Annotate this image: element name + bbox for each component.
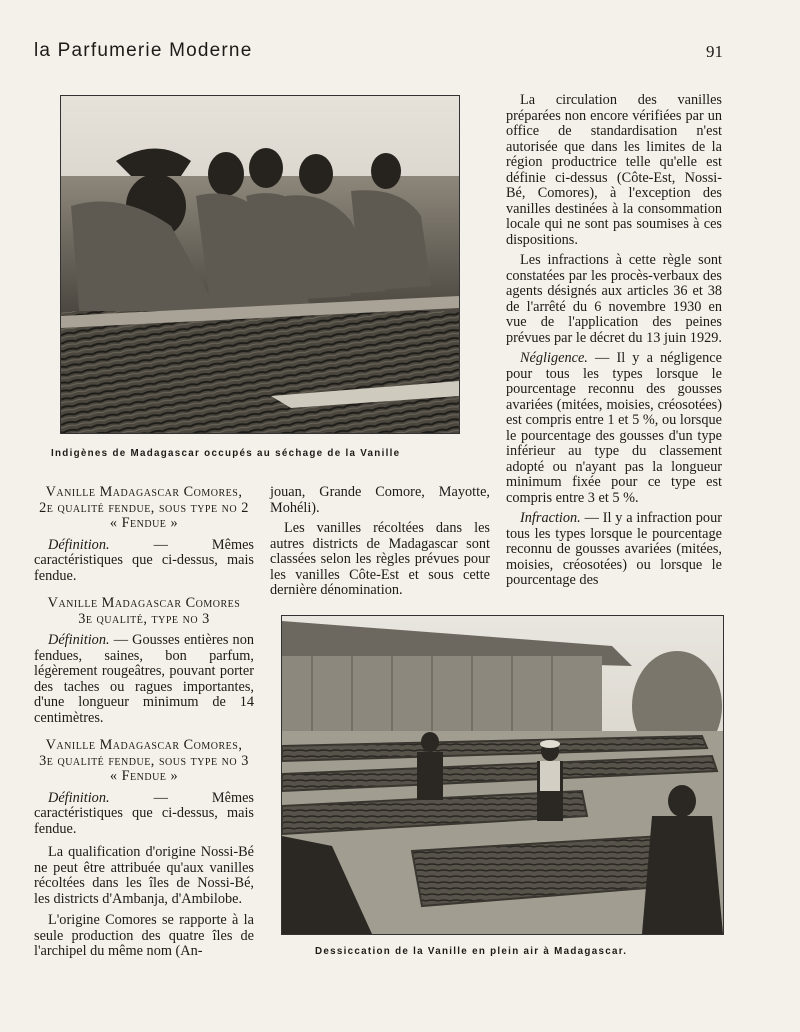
- paragraph: [34, 791, 254, 838]
- paragraph: [506, 511, 722, 589]
- paragraph-text: — Mêmes caractéristiques que ci-dessus, mais fendue.: [34, 536, 254, 584]
- heading-line: 3e qualité, type no 3: [78, 610, 210, 627]
- paragraph: L'origine Comores se rapporte à la seule production des quatre îles de l'archipel du même nom (An-: [34, 912, 254, 959]
- heading-line: 3e qualité fendue, sous type no 3: [39, 752, 249, 769]
- term: Négligence.: [520, 350, 588, 366]
- right-column: [506, 93, 722, 589]
- photo-vanilla-workers: [60, 95, 460, 434]
- paragraph: jouan, Grande Comore, Mayotte, Mohéli).: [270, 484, 490, 516]
- paragraph: Les infractions à cette règle sont constatées par les procès-verbaux des agents désignés aux articles 36 et 38 de l'arrêté du 6 novembre 1930 en vue de l'application des peines prévues par le décret du 13 juin 1929.: [506, 252, 722, 346]
- page-number: 91: [706, 42, 723, 61]
- paragraph-text: — Mêmes caractéristiques que ci-dessus, mais fendue.: [34, 789, 254, 837]
- heading-line: Vanille Madagascar Comores,: [45, 484, 243, 500]
- paragraph: [34, 538, 254, 585]
- paragraph-text: — Il y a négligence pour tous les types lorsque le pourcentage reconnu des gousses avariées (mitées, moisies, créosotées) est compris entre 1 et 5 %, ou lorsque le pourcentage des gousses d'un type inférieur au type du classement adopté ou n'ayant pas la longueur minimum fixée pour ce type est compris entre 3 et 5 %.: [506, 350, 722, 506]
- paragraph-text: — Gousses entières non fendues, saines, bon parfum, légèrement rougeâtres, pouvant porter des taches ou ragues importantes, d'une longueur minimum de 14 centimètres.: [34, 632, 254, 726]
- photo-caption: Indigènes de Madagascar occupés au séchage de la Vanille: [51, 448, 401, 459]
- paragraph: La circulation des vanilles préparées non encore vérifiées par un office de standardisation n'est autorisée que dans les limites de la région productrice telle qu'elle est définie ci-dessus (Côte-Est, Nossi-Bé, Comores), à l'exception des vanilles destinées à la consommation locale qui ne sont pas soumises à ces dispositions.: [506, 92, 722, 248]
- term: Définition.: [48, 536, 110, 553]
- paragraph-text: — Il y a infraction pour tous les types lorsque le pourcentage reconnu de gousses avariées (mitées, moisies, créosotées) ou lorsque le pourcentage des: [506, 510, 722, 588]
- photo-vanilla-workers-image: [61, 96, 459, 433]
- paragraph: La qualification d'origine Nossi-Bé ne peut être attribuée qu'aux vanilles récoltées dans les îles de Nossi-Bé, les districts d'Ambanja, d'Ambilobe.: [34, 844, 254, 907]
- heading-line: Vanille Madagascar Comores,: [45, 737, 243, 753]
- heading-line: « Fendue »: [109, 515, 179, 531]
- term: Infraction.: [520, 510, 581, 526]
- heading-line: « Fendue »: [109, 768, 179, 784]
- paragraph: Les vanilles récoltées dans les autres districts de Madagascar sont classées selon les règles prévues pour les vanilles Côte-Est et sous cette dernière dénomination.: [270, 520, 490, 598]
- section-heading: [34, 738, 254, 785]
- heading-line: Vanille Madagascar Comores: [47, 595, 241, 611]
- paragraph: [506, 351, 722, 506]
- section-heading: [34, 596, 254, 627]
- left-column: [34, 485, 254, 960]
- term: Définition.: [48, 632, 110, 648]
- photo-vanilla-drying-image: [282, 616, 723, 934]
- paragraph: [34, 633, 254, 726]
- journal-title: la Parfumerie Moderne: [34, 40, 253, 61]
- photo-caption: Dessiccation de la Vanille en plein air à Madagascar.: [315, 946, 628, 957]
- term: Définition.: [48, 789, 110, 806]
- photo-vanilla-drying: [281, 615, 724, 935]
- heading-line: 2e qualité fendue, sous type no 2: [39, 499, 249, 516]
- section-heading: [34, 485, 254, 532]
- middle-column: [270, 485, 490, 599]
